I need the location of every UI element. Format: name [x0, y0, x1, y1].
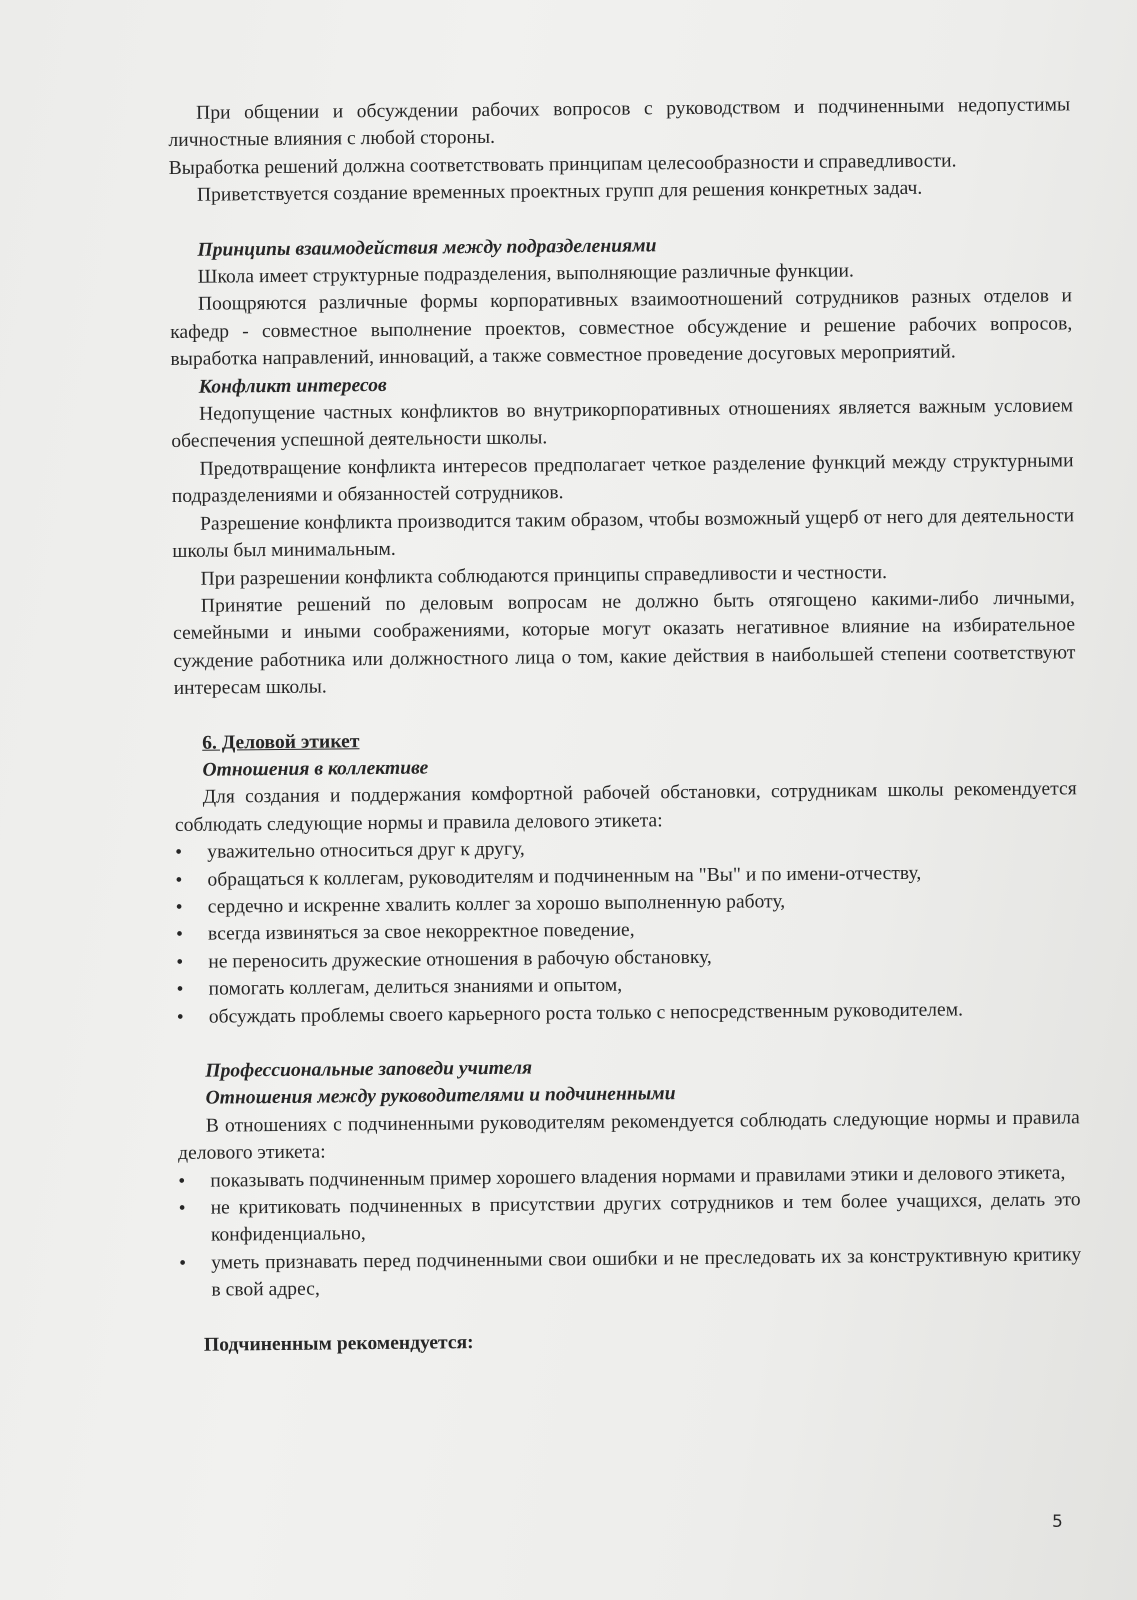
list-item	[179, 1241, 1081, 1304]
subheading-managers-subordinates: Отношения между руководителями и подчиненными	[205, 1083, 676, 1110]
bullet-icon: •	[179, 1252, 187, 1274]
subheading-conflict: Конфликт интересов	[198, 374, 387, 398]
list-item-text: всегда извиняться за свое некорректное поведение,	[207, 919, 635, 946]
subordinates-heading: Подчиненным рекомендуется:	[203, 1331, 474, 1356]
bullet-icon: •	[175, 924, 183, 946]
bullet-icon: •	[176, 979, 184, 1001]
paragraph: Предотвращение конфликта интересов предполагает четкое разделение функций между структурными подразделениями и обязанностей сотрудников.	[171, 450, 1074, 508]
subheading-teacher-commandments: Профессиональные заповеди учителя	[205, 1057, 533, 1082]
list-item-text: не критиковать подчиненных в присутствии других сотрудников и тем более учащихся, делать это конфиденциально,	[210, 1189, 1081, 1247]
paragraph: Школа имеет структурные подразделения, выполняющие различные функции.	[197, 260, 854, 288]
paragraph: При разрешении конфликта соблюдаются принципы справедливости и честности.	[200, 561, 888, 590]
bullet-icon: •	[176, 1006, 184, 1028]
bullet-icon: •	[178, 1170, 186, 1192]
list-item-text: уметь признавать перед подчиненными свои ошибки и не преследовать их за конструктивную критику в свой адрес,	[211, 1244, 1082, 1301]
page-body	[168, 91, 1082, 1359]
subheading-interaction: Принципы взаимодействия между подразделениями	[197, 234, 657, 261]
subheading-collective: Отношения в коллективе	[202, 757, 429, 781]
bullet-icon: •	[175, 842, 183, 864]
paragraph: Разрешение конфликта производится таким образом, чтобы возможный ущерб от него для деятельности школы был минимальным.	[172, 505, 1075, 563]
list-item-text: обсуждать проблемы своего карьерного роста только с непосредственным руководителем.	[208, 999, 964, 1028]
list-item-text: обращаться к коллегам, руководителям и подчиненным на "Вы" и по имени-отчеству,	[207, 862, 922, 891]
list-item-text: сердечно и искренне хвалить коллег за хорошо выполненную работу,	[207, 891, 786, 918]
list-item-text: не переносить дружеские отношения в рабочую обстановку,	[208, 946, 712, 973]
paragraph: При общении и обсуждении рабочих вопросов с руководством и подчиненными недопустимы личностные влияния с любой стороны.	[168, 94, 1071, 152]
paragraph: Принятие решений по деловым вопросам не должно быть отягощено какими-либо личными, семейными и иными соображениями, которые могут оказать негативное влияние на избирательное суждение работника или должностного лица о том, какие действия в наибольшей степени соответствуют интересам школы.	[173, 587, 1076, 700]
paragraph: Для создания и поддержания комфортной рабочей обстановки, сотрудникам школы рекомендуется соблюдать следующие нормы и правила делового этикета:	[174, 778, 1077, 836]
paragraph: Приветствуется создание временных проектных групп для решения конкретных задач.	[196, 177, 923, 206]
paragraph: Недопущение частных конфликтов во внутрикорпоративных отношениях является важным условием обеспечения успешной деятельности школы.	[171, 395, 1074, 453]
paragraph: В отношениях с подчиненными руководителям рекомендуется соблюдать следующие нормы и правила делового этикета:	[178, 1107, 1080, 1165]
list-item-text: уважительно относиться друг к другу,	[207, 838, 525, 863]
bullet-icon: •	[178, 1197, 186, 1219]
page-number: 5	[1052, 1512, 1063, 1532]
bullet-icon: •	[175, 896, 183, 918]
paragraph: Выработка решений должна соответствовать принципам целесообразности и справедливости.	[168, 150, 957, 179]
list-item-text: помогать коллегам, делиться знаниями и опытом,	[208, 974, 623, 1000]
list-item	[179, 1186, 1081, 1249]
bullet-icon: •	[176, 951, 184, 973]
list-item-text: показывать подчиненным пример хорошего владения нормами и правилами этики и делового этикета,	[210, 1162, 1066, 1192]
section-title: 6. Деловой этикет	[202, 730, 360, 754]
bullet-icon: •	[175, 869, 183, 891]
paragraph: Поощряются различные формы корпоративных взаимоотношений сотрудников разных отделов и кафедр - совместное выполнение проектов, совместное обсуждение и решение рабочих вопросов, выработка направлений, инноваций, а также совместное проведение досуговых мероприятий.	[170, 285, 1073, 371]
